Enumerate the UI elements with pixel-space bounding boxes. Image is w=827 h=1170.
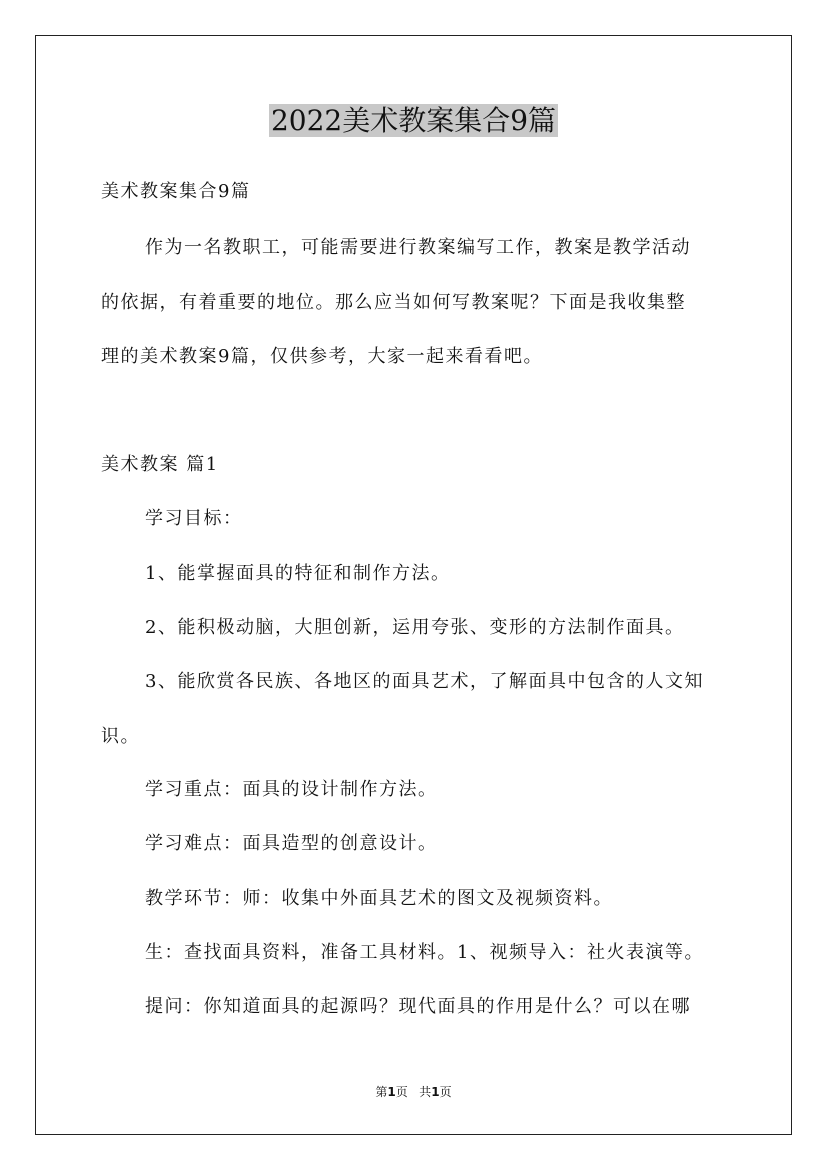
section-line: 学习目标：: [145, 508, 243, 529]
footer-page-current: 1: [387, 1085, 396, 1099]
footer-total-suffix: 页: [439, 1085, 452, 1099]
section-line: 提问：你知道面具的起源吗？现代面具的作用是什么？可以在哪: [145, 996, 691, 1017]
document-subtitle: 美术教案集合9篇: [101, 181, 251, 202]
section-line: 教学环节：师：收集中外面具艺术的图文及视频资料。: [145, 888, 613, 909]
section-line: 2、能积极动脑，大胆创新，运用夸张、变形的方法制作面具。: [145, 617, 685, 638]
section-heading: 美术教案 篇1: [101, 454, 219, 475]
footer-total-prefix: 共: [419, 1085, 432, 1099]
footer-page-prefix: 第: [375, 1085, 388, 1099]
document-title-text: 2022美术教案集合9篇: [270, 104, 557, 137]
intro-line-2: 的依据，有着重要的地位。那么应当如何写教案呢？下面是我收集整: [101, 292, 686, 313]
section-line: 识。: [101, 726, 140, 747]
intro-line-3: 理的美术教案9篇，仅供参考，大家一起来看看吧。: [101, 346, 543, 367]
footer-page-suffix: 页: [395, 1085, 408, 1099]
page-footer: [0, 1084, 827, 1100]
intro-line-1: 作为一名教职工，可能需要进行教案编写工作，教案是教学活动: [145, 237, 691, 258]
section-line: 3、能欣赏各民族、各地区的面具艺术，了解面具中包含的人文知: [145, 671, 704, 692]
section-line: 学习重点：面具的设计制作方法。: [145, 779, 438, 800]
section-line: 学习难点：面具造型的创意设计。: [145, 833, 438, 854]
footer-total-pages: 1: [431, 1085, 440, 1099]
section-line: 生：查找面具资料，准备工具材料。1、视频导入：社火表演等。: [145, 942, 704, 963]
section-line: 1、能掌握面具的特征和制作方法。: [145, 563, 451, 584]
document-title: [0, 101, 827, 141]
